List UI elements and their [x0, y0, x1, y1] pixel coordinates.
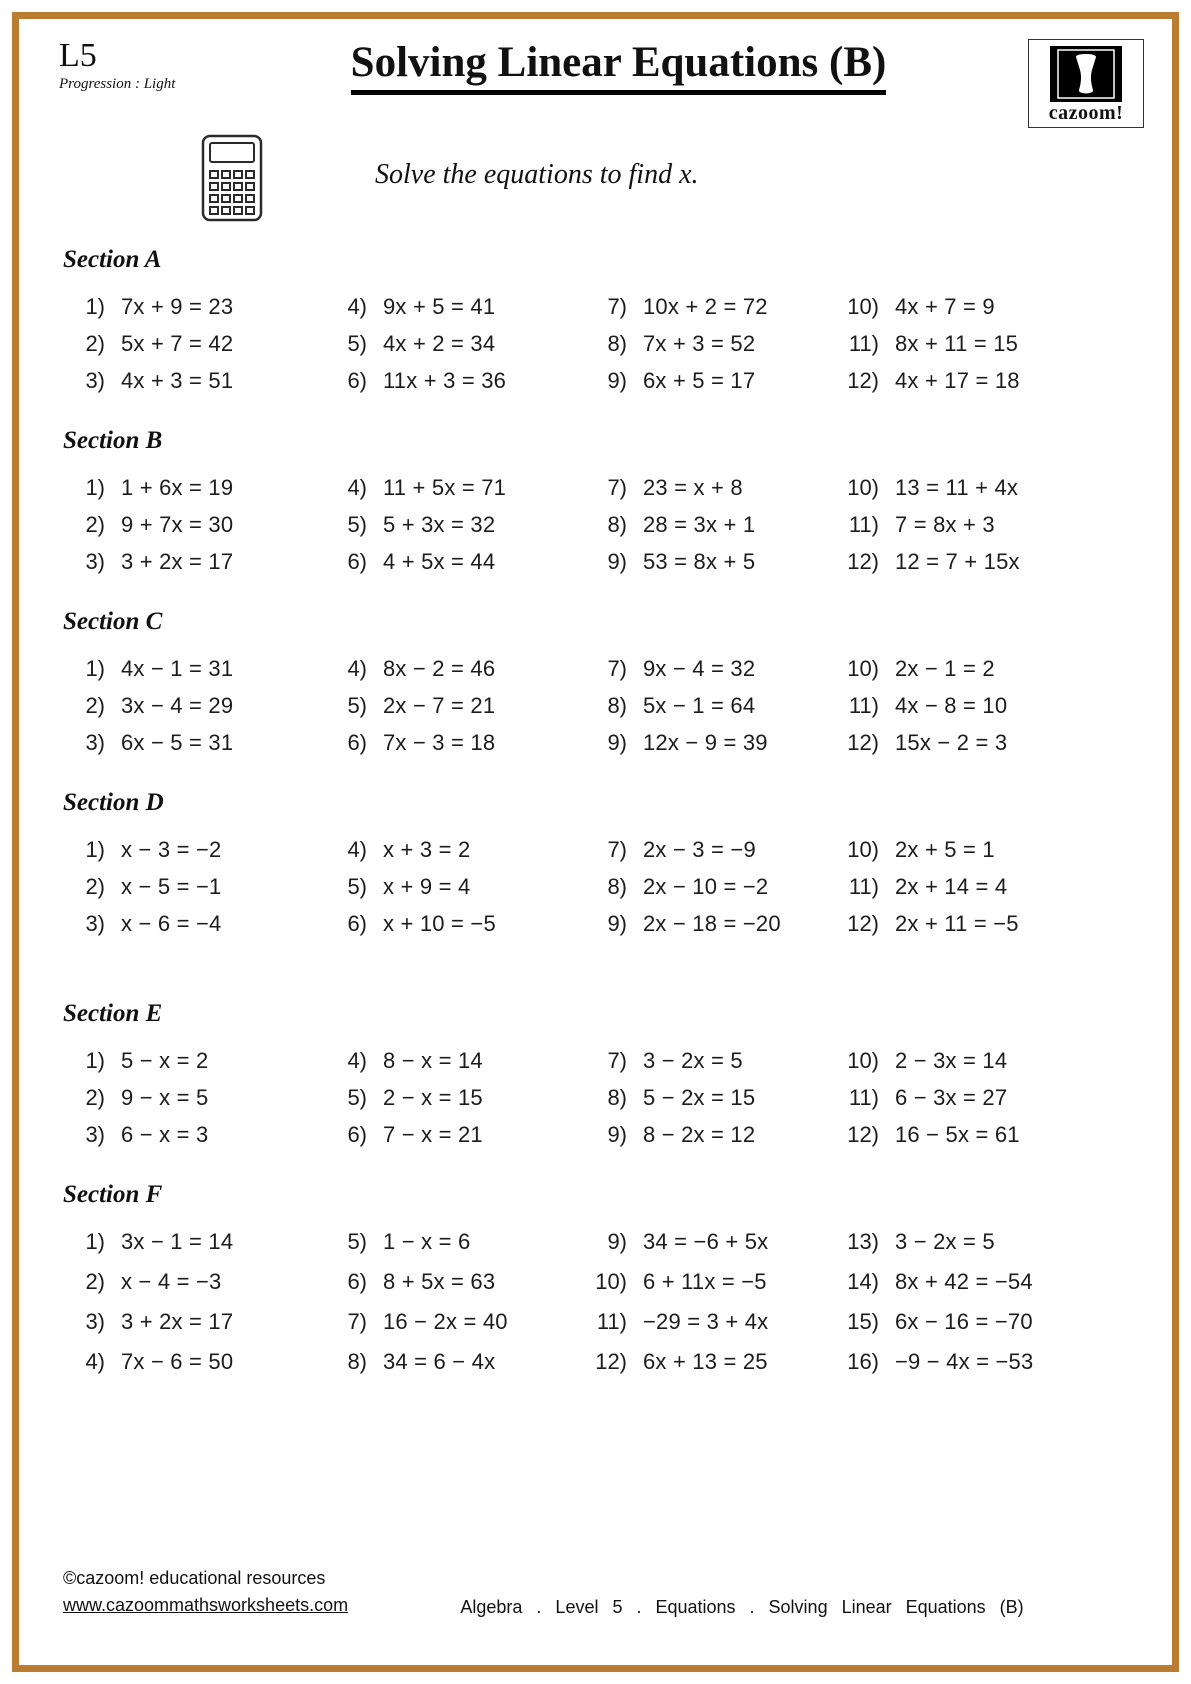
problem-number: 8): [607, 693, 627, 718]
problem-equation: 15x − 2 = 3: [895, 730, 1008, 755]
problem-column: [325, 475, 585, 586]
problem-equation: 7x − 3 = 18: [383, 730, 496, 755]
problem-equation: 9x − 4 = 32: [643, 656, 756, 681]
problem-equation: x − 5 = −1: [121, 874, 222, 899]
problem-equation: 2x − 10 = −2: [643, 874, 769, 899]
problem-item: [585, 549, 837, 575]
problem-item: [837, 1269, 1132, 1295]
problem-item: [837, 1229, 1132, 1255]
problem-equation: 2x − 3 = −9: [643, 837, 756, 862]
problem-equation: 2 − 3x = 14: [895, 1048, 1008, 1073]
problem-item: [837, 1048, 1132, 1074]
problem-number: 3): [85, 368, 105, 393]
problem-equation: 34 = −6 + 5x: [643, 1229, 769, 1254]
problem-item: [63, 294, 325, 320]
problem-equation: 7x − 6 = 50: [121, 1349, 234, 1374]
problem-item: [63, 1048, 325, 1074]
problem-equation: 1 − x = 6: [383, 1229, 471, 1254]
problem-number: 5): [347, 693, 367, 718]
problem-item: [63, 1269, 325, 1295]
problem-item: [325, 1269, 585, 1295]
problem-number: 1): [85, 837, 105, 862]
problem-equation: 3 − 2x = 5: [643, 1048, 743, 1073]
problem-item: [63, 331, 325, 357]
section-d: [63, 789, 1132, 948]
problem-number: 4): [347, 1048, 367, 1073]
problem-item: [585, 874, 837, 900]
problem-item: [325, 1229, 585, 1255]
problem-item: [325, 549, 585, 575]
problem-equation: 6x − 16 = −70: [895, 1309, 1033, 1334]
problem-column: [837, 656, 1132, 767]
calculator-icon: [201, 134, 263, 222]
section-heading: Section C: [63, 608, 163, 635]
problem-number: 7): [607, 1048, 627, 1073]
problem-number: 8): [607, 1085, 627, 1110]
problem-equation: 4x + 17 = 18: [895, 368, 1020, 393]
problem-number: 6): [347, 1269, 367, 1294]
problem-item: [837, 693, 1132, 719]
problem-equation: 28 = 3x + 1: [643, 512, 756, 537]
problem-item: [585, 1349, 837, 1375]
problem-equation: 2x − 7 = 21: [383, 693, 496, 718]
problem-number: 9): [607, 1122, 627, 1147]
problem-equation: 8x + 42 = −54: [895, 1269, 1033, 1294]
problem-number: 3): [85, 911, 105, 936]
problem-item: [837, 1085, 1132, 1111]
problem-item: [585, 656, 837, 682]
problem-item: [63, 368, 325, 394]
problem-item: [585, 693, 837, 719]
problem-column: [585, 1048, 837, 1159]
problem-number: 10): [847, 656, 879, 681]
cazoom-logo-icon: [1050, 46, 1122, 102]
problem-number: 1): [85, 1229, 105, 1254]
problem-number: 4): [347, 475, 367, 500]
problem-number: 8): [607, 512, 627, 537]
problem-number: 4): [85, 1349, 105, 1374]
problem-item: [63, 730, 325, 756]
problem-column: [837, 1229, 1132, 1389]
problem-column: [63, 656, 325, 767]
sections-container: [19, 222, 1172, 1389]
problem-number: 16): [847, 1349, 879, 1374]
problem-equation: 10x + 2 = 72: [643, 294, 768, 319]
problem-item: [837, 656, 1132, 682]
problem-column: [63, 837, 325, 948]
problem-number: 13): [847, 1229, 879, 1254]
problem-column: [325, 837, 585, 948]
problem-equation: 8 − x = 14: [383, 1048, 483, 1073]
problem-column: [63, 294, 325, 405]
problem-equation: 5 − x = 2: [121, 1048, 209, 1073]
problem-number: 7): [607, 475, 627, 500]
problem-item: [837, 294, 1132, 320]
problem-equation: 16 − 2x = 40: [383, 1309, 508, 1334]
problem-item: [837, 368, 1132, 394]
problem-column: [325, 1229, 585, 1389]
problem-number: 9): [607, 730, 627, 755]
problem-number: 1): [85, 1048, 105, 1073]
page-title: [209, 39, 1028, 95]
problem-number: 3): [85, 730, 105, 755]
problem-column: [585, 475, 837, 586]
problem-number: 9): [607, 1229, 627, 1254]
problem-number: 12): [595, 1349, 627, 1374]
problem-equation: 8x − 2 = 46: [383, 656, 496, 681]
problem-number: 4): [347, 656, 367, 681]
problem-item: [63, 1122, 325, 1148]
problem-number: 12): [847, 368, 879, 393]
problem-number: 3): [85, 549, 105, 574]
problem-equation: 4x + 7 = 9: [895, 294, 995, 319]
problem-item: [325, 331, 585, 357]
problem-item: [325, 837, 585, 863]
problem-number: 11): [848, 693, 879, 718]
problem-equation: 2 − x = 15: [383, 1085, 483, 1110]
problem-equation: 2x − 18 = −20: [643, 911, 781, 936]
problem-equation: 6 + 11x = −5: [643, 1269, 767, 1294]
worksheet-header: [19, 19, 1172, 128]
section-heading: Section F: [63, 1181, 163, 1208]
problem-number: 2): [85, 874, 105, 899]
problem-equation: 3x − 4 = 29: [121, 693, 234, 718]
problem-equation: 4x − 8 = 10: [895, 693, 1008, 718]
footer-left: [63, 1565, 348, 1619]
problem-item: [585, 294, 837, 320]
problem-item: [837, 730, 1132, 756]
problem-number: 7): [347, 1309, 367, 1334]
problem-equation: 4 + 5x = 44: [383, 549, 496, 574]
problem-number: 2): [85, 1085, 105, 1110]
problem-column: [837, 294, 1132, 405]
worksheet-page: [12, 12, 1179, 1672]
problem-number: 5): [347, 1229, 367, 1254]
problem-equation: 2x + 11 = −5: [895, 911, 1019, 936]
problem-item: [325, 512, 585, 538]
problem-number: 12): [847, 1122, 879, 1147]
problem-number: 10): [847, 294, 879, 319]
problem-item: [325, 368, 585, 394]
worksheet-footer: [19, 1565, 1172, 1619]
problem-column: [325, 1048, 585, 1159]
problem-equation: 12x − 9 = 39: [643, 730, 768, 755]
problem-number: 5): [347, 1085, 367, 1110]
problem-number: 2): [85, 1269, 105, 1294]
problem-equation: 3 + 2x = 17: [121, 549, 234, 574]
problem-equation: 4x + 2 = 34: [383, 331, 496, 356]
problem-column: [63, 1048, 325, 1159]
problem-item: [325, 874, 585, 900]
problem-item: [837, 331, 1132, 357]
level-label: L5: [59, 37, 97, 74]
problem-number: 3): [85, 1122, 105, 1147]
problem-item: [325, 294, 585, 320]
problem-equation: x − 4 = −3: [121, 1269, 222, 1294]
breadcrumb: Algebra . Level 5 . Equations . Solving Linear Equations (B): [460, 1597, 1024, 1617]
problem-item: [837, 1349, 1132, 1375]
problem-item: [63, 837, 325, 863]
problem-item: [837, 512, 1132, 538]
problem-number: 2): [85, 512, 105, 537]
problem-number: 11): [848, 874, 879, 899]
problem-number: 2): [85, 331, 105, 356]
problem-column: [837, 1048, 1132, 1159]
problem-number: 1): [85, 294, 105, 319]
section-heading: Section A: [63, 246, 162, 273]
problem-equation: 2x − 1 = 2: [895, 656, 995, 681]
problem-column: [325, 294, 585, 405]
problem-number: 10): [847, 475, 879, 500]
problem-equation: x − 3 = −2: [121, 837, 222, 862]
problem-item: [325, 693, 585, 719]
section-a: [63, 246, 1132, 405]
problem-equation: 23 = x + 8: [643, 475, 743, 500]
problem-number: 9): [607, 549, 627, 574]
problem-equation: x − 6 = −4: [121, 911, 222, 936]
problem-number: 3): [85, 1309, 105, 1334]
problem-item: [325, 1048, 585, 1074]
problem-number: 14): [847, 1269, 879, 1294]
problem-item: [585, 512, 837, 538]
problem-item: [63, 874, 325, 900]
problem-equation: 7x + 9 = 23: [121, 294, 234, 319]
problem-equation: 2x + 5 = 1: [895, 837, 995, 862]
problem-item: [63, 656, 325, 682]
section-heading: Section E: [63, 1000, 163, 1027]
problem-equation: 6x + 13 = 25: [643, 1349, 768, 1374]
progression-label: Progression : Light: [59, 76, 176, 92]
problem-equation: 5x + 7 = 42: [121, 331, 234, 356]
problem-item: [63, 1229, 325, 1255]
problem-equation: 53 = 8x + 5: [643, 549, 756, 574]
problem-equation: −9 − 4x = −53: [895, 1349, 1034, 1374]
problem-item: [63, 475, 325, 501]
problem-number: 9): [607, 368, 627, 393]
problem-number: 11): [596, 1309, 627, 1334]
section-heading: Section D: [63, 789, 164, 816]
website-link[interactable]: www.cazoommathsworksheets.com: [63, 1595, 349, 1615]
problem-equation: x + 9 = 4: [383, 874, 471, 899]
problem-number: 15): [847, 1309, 879, 1334]
problem-item: [325, 730, 585, 756]
problem-equation: 4x − 1 = 31: [121, 656, 234, 681]
problem-item: [585, 730, 837, 756]
problem-equation: 13 = 11 + 4x: [895, 475, 1019, 500]
problem-number: 10): [595, 1269, 627, 1294]
problem-number: 11): [848, 512, 879, 537]
problem-item: [837, 911, 1132, 937]
problem-item: [837, 874, 1132, 900]
problem-item: [63, 693, 325, 719]
problem-item: [585, 1229, 837, 1255]
problem-equation: 7 = 8x + 3: [895, 512, 995, 537]
problem-number: 12): [847, 730, 879, 755]
problem-number: 6): [347, 1122, 367, 1147]
problem-number: 7): [607, 656, 627, 681]
problem-item: [585, 368, 837, 394]
problem-number: 8): [607, 874, 627, 899]
problem-equation: 6 − x = 3: [121, 1122, 209, 1147]
problem-number: 8): [607, 331, 627, 356]
instruction-text: Solve the equations to find x.: [375, 159, 699, 190]
problem-item: [585, 837, 837, 863]
problem-column: [63, 1229, 325, 1389]
problem-equation: 12 = 7 + 15x: [895, 549, 1020, 574]
problem-item: [63, 1085, 325, 1111]
cazoom-logo-text: cazoom!: [1048, 102, 1124, 124]
problem-number: 1): [85, 656, 105, 681]
problem-number: 6): [347, 368, 367, 393]
section-f: [63, 1181, 1132, 1389]
problem-column: [325, 656, 585, 767]
section-heading: Section B: [63, 427, 163, 454]
problem-item: [325, 1349, 585, 1375]
problem-column: [837, 837, 1132, 948]
problem-equation: 4x + 3 = 51: [121, 368, 234, 393]
problem-equation: x + 3 = 2: [383, 837, 471, 862]
problem-item: [63, 911, 325, 937]
problem-item: [585, 475, 837, 501]
problem-number: 7): [607, 294, 627, 319]
problem-number: 9): [607, 911, 627, 936]
problem-item: [585, 1048, 837, 1074]
problem-item: [63, 512, 325, 538]
problem-equation: 9 − x = 5: [121, 1085, 209, 1110]
problem-item: [585, 1309, 837, 1335]
problem-equation: 11 + 5x = 71: [383, 475, 507, 500]
problem-item: [325, 1085, 585, 1111]
problem-number: 7): [607, 837, 627, 862]
problem-column: [63, 475, 325, 586]
problem-equation: 5 + 3x = 32: [383, 512, 496, 537]
problem-number: 10): [847, 1048, 879, 1073]
problem-number: 4): [347, 294, 367, 319]
problem-column: [837, 475, 1132, 586]
problem-number: 6): [347, 730, 367, 755]
problem-column: [585, 294, 837, 405]
problem-number: 10): [847, 837, 879, 862]
problem-item: [63, 1349, 325, 1375]
problem-item: [63, 549, 325, 575]
page-border: [12, 12, 1179, 1672]
problem-number: 1): [85, 475, 105, 500]
problem-item: [585, 1122, 837, 1148]
problem-number: 12): [847, 549, 879, 574]
problem-equation: 9x + 5 = 41: [383, 294, 496, 319]
problem-column: [585, 1229, 837, 1389]
problem-equation: 16 − 5x = 61: [895, 1122, 1020, 1147]
copyright-text: ©cazoom! educational resources: [63, 1568, 326, 1588]
section-e: [63, 1000, 1132, 1159]
problem-number: 11): [848, 1085, 879, 1110]
problem-item: [585, 1269, 837, 1295]
problem-item: [585, 911, 837, 937]
problem-number: 8): [347, 1349, 367, 1374]
problem-item: [325, 1309, 585, 1335]
problem-number: 12): [847, 911, 879, 936]
instruction-row: [19, 128, 1172, 222]
problem-item: [837, 837, 1132, 863]
problem-item: [63, 1309, 325, 1335]
problem-item: [325, 1122, 585, 1148]
level-block: [59, 39, 209, 93]
problem-item: [585, 331, 837, 357]
problem-equation: −29 = 3 + 4x: [643, 1309, 769, 1334]
problem-equation: 8 − 2x = 12: [643, 1122, 756, 1147]
problem-equation: 8x + 11 = 15: [895, 331, 1019, 356]
problem-number: 11): [848, 331, 879, 356]
problem-equation: 6 − 3x = 27: [895, 1085, 1008, 1110]
problem-equation: 3 − 2x = 5: [895, 1229, 995, 1254]
problem-number: 2): [85, 693, 105, 718]
problem-item: [325, 475, 585, 501]
problem-equation: 9 + 7x = 30: [121, 512, 234, 537]
problem-column: [585, 656, 837, 767]
problem-number: 5): [347, 512, 367, 537]
problem-equation: 11x + 3 = 36: [383, 368, 507, 393]
section-c: [63, 608, 1132, 767]
problem-equation: 7 − x = 21: [383, 1122, 483, 1147]
problem-column: [585, 837, 837, 948]
problem-equation: x + 10 = −5: [383, 911, 496, 936]
problem-item: [837, 549, 1132, 575]
problem-item: [837, 1309, 1132, 1335]
problem-equation: 3x − 1 = 14: [121, 1229, 234, 1254]
problem-equation: 5x − 1 = 64: [643, 693, 756, 718]
problem-item: [325, 656, 585, 682]
problem-equation: 34 = 6 − 4x: [383, 1349, 496, 1374]
problem-number: 6): [347, 549, 367, 574]
problem-equation: 1 + 6x = 19: [121, 475, 234, 500]
problem-equation: 5 − 2x = 15: [643, 1085, 756, 1110]
problem-item: [837, 1122, 1132, 1148]
problem-equation: 2x + 14 = 4: [895, 874, 1008, 899]
problem-equation: 7x + 3 = 52: [643, 331, 756, 356]
cazoom-logo: [1028, 39, 1144, 128]
problem-item: [585, 1085, 837, 1111]
problem-number: 6): [347, 911, 367, 936]
page-title-text: Solving Linear Equations (B): [351, 39, 887, 95]
section-b: [63, 427, 1132, 586]
problem-item: [837, 475, 1132, 501]
problem-number: 5): [347, 874, 367, 899]
problem-equation: 8 + 5x = 63: [383, 1269, 496, 1294]
problem-equation: 6x + 5 = 17: [643, 368, 756, 393]
problem-item: [325, 911, 585, 937]
problem-equation: 6x − 5 = 31: [121, 730, 234, 755]
problem-number: 5): [347, 331, 367, 356]
problem-number: 4): [347, 837, 367, 862]
problem-equation: 3 + 2x = 17: [121, 1309, 234, 1334]
